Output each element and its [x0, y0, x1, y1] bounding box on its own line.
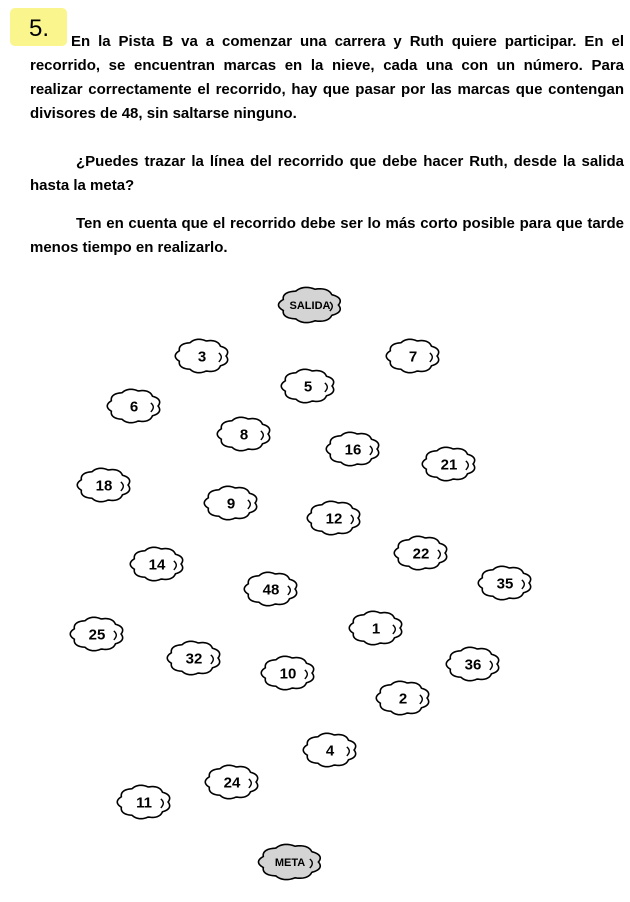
number-mark-2 — [376, 681, 428, 714]
instruction-paragraph-2: ¿Puedes trazar la línea del recorrido que debe hacer Ruth, desde la salida hasta la meta? — [30, 153, 624, 194]
number-mark-3 — [175, 339, 227, 372]
number-mark-4-label: 4 — [325, 742, 335, 760]
number-mark-11-label: 11 — [136, 794, 152, 812]
instruction-paragraph-1: En la Pista B va a comenzar una carrera y Ruth quiere participar. En el recorrido, se encuentran marcas en la nieve, cada una con un número. Para realizar correctamente el recorrido, hay que pasar por las marcas que contengan divisores de 48, sin saltarse ninguno. — [30, 33, 624, 122]
number-mark-8-label: 8 — [239, 426, 249, 444]
number-mark-18-label: 18 — [95, 477, 113, 495]
number-mark-12-label: 12 — [325, 510, 343, 528]
instruction-paragraph-3: Ten en cuenta que el recorrido debe ser lo más corto posible para que tarde menos tiempo en realizarlo. — [30, 215, 624, 256]
number-mark-5 — [281, 369, 333, 402]
number-mark-9 — [204, 486, 256, 519]
number-mark-21-label: 21 — [440, 456, 458, 474]
number-mark-12 — [307, 501, 359, 534]
number-mark-36-label: 36 — [464, 656, 482, 674]
number-mark-14-label: 14 — [148, 556, 166, 574]
number-mark-10 — [261, 656, 313, 689]
number-mark-14 — [130, 547, 182, 580]
number-mark-7-label: 7 — [408, 348, 418, 366]
number-mark-18 — [77, 468, 129, 501]
number-mark-11 — [117, 785, 169, 818]
number-mark-48-label: 48 — [262, 581, 280, 599]
number-mark-4 — [303, 733, 355, 766]
start-mark — [279, 287, 341, 322]
number-mark-24-label: 24 — [223, 774, 241, 792]
number-mark-3-label: 3 — [197, 348, 207, 366]
race-track-board — [0, 270, 630, 902]
number-mark-21 — [422, 447, 474, 480]
number-mark-2-label: 2 — [398, 690, 408, 708]
finish-mark — [259, 844, 321, 879]
number-mark-35 — [478, 566, 530, 599]
number-mark-9-label: 9 — [226, 495, 236, 513]
number-mark-25 — [70, 617, 122, 650]
number-mark-16-label: 16 — [344, 441, 362, 459]
number-mark-24 — [205, 765, 257, 798]
number-mark-1 — [349, 611, 401, 644]
number-mark-48 — [244, 572, 296, 605]
number-mark-6-label: 6 — [129, 398, 139, 416]
number-mark-22 — [394, 536, 446, 569]
number-mark-7 — [386, 339, 438, 372]
number-mark-5-label: 5 — [303, 378, 313, 396]
number-mark-32 — [167, 641, 219, 674]
number-mark-1-label: 1 — [371, 620, 381, 638]
exercise-number: 5. — [29, 15, 50, 42]
number-mark-6 — [107, 389, 159, 422]
start-mark-label: SALIDA — [289, 300, 331, 312]
number-mark-36 — [446, 647, 498, 680]
finish-mark-label: META — [274, 857, 306, 869]
number-mark-16 — [326, 432, 378, 465]
number-mark-10-label: 10 — [279, 665, 297, 683]
number-mark-35-label: 35 — [496, 575, 514, 593]
number-mark-25-label: 25 — [88, 626, 106, 644]
number-mark-8 — [217, 417, 269, 450]
number-mark-32-label: 32 — [185, 650, 203, 668]
number-mark-22-label: 22 — [412, 545, 430, 563]
